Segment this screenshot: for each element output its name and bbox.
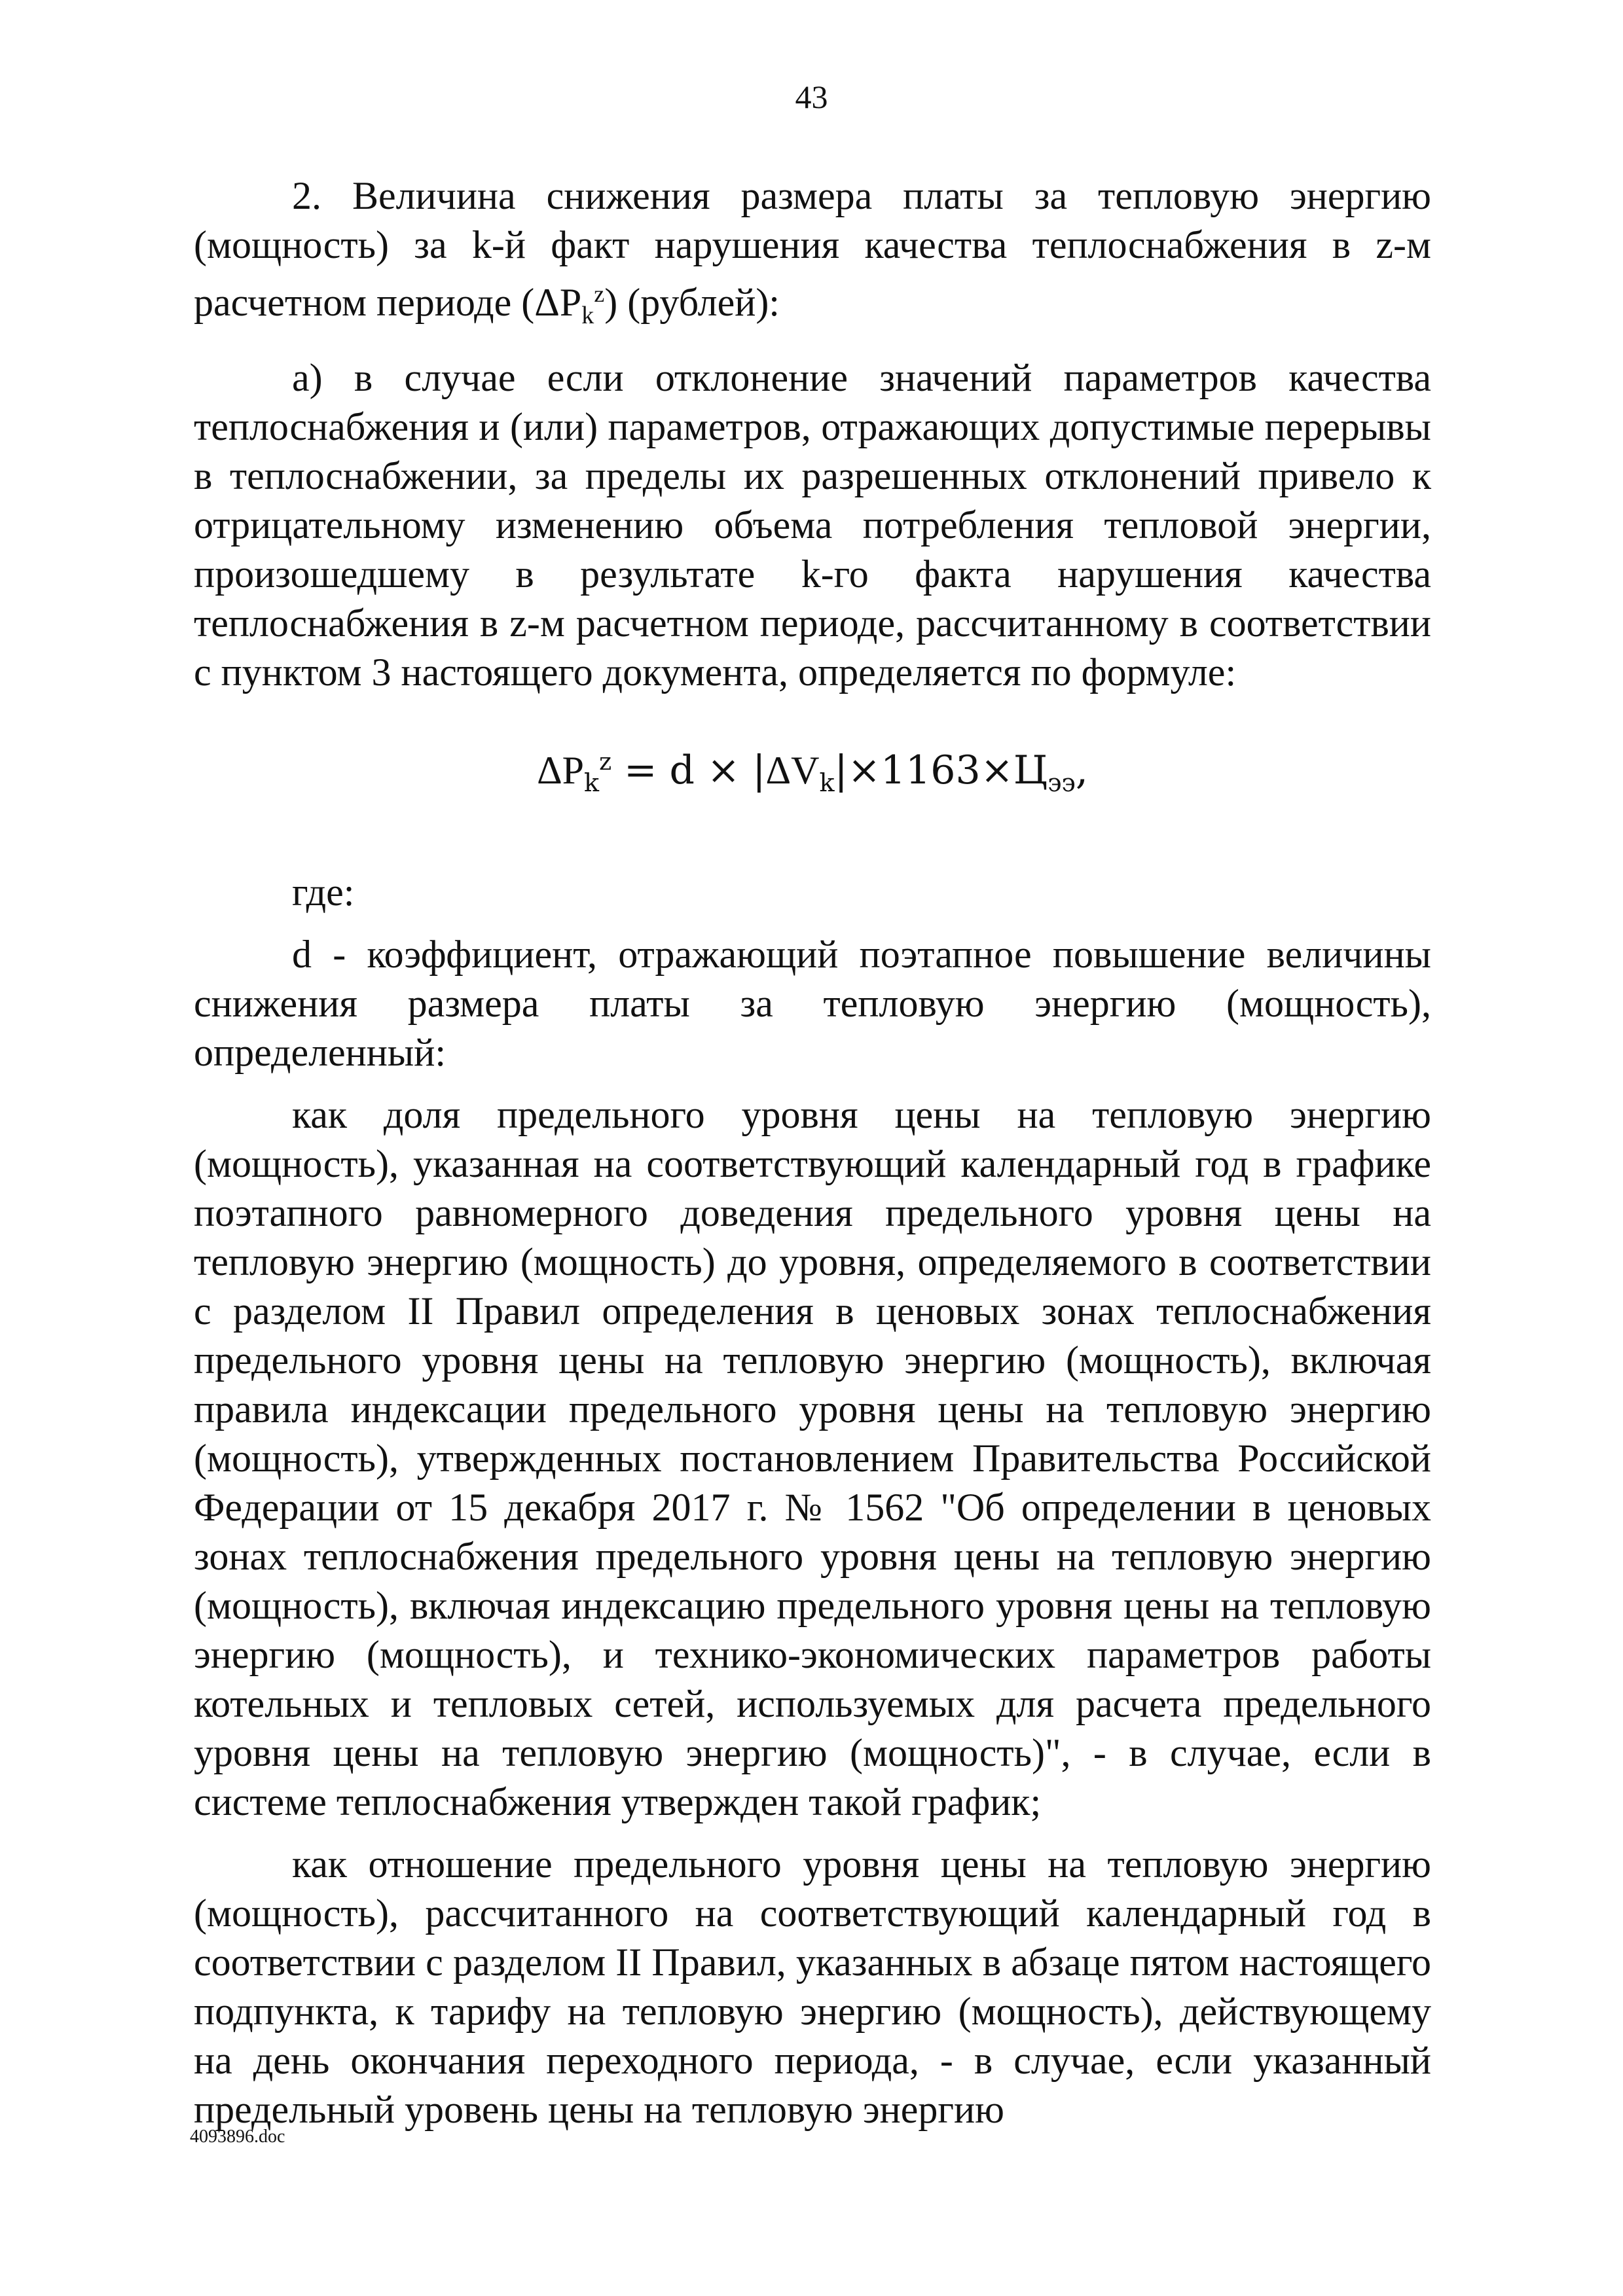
paragraph-option-1: как доля предельного уровня цены на тепловую энергию (мощность), указанная на соответствующий календарный год в графике поэтапного равномерного доведения предельного уровня цены на тепловую энергию (мощность) до уровня, определяемого в соответствии с разделом II Правил определения в ценовых зонах теплоснабжения предельного уровня цены на тепловую энергию (мощность), включая правила индексации предельного уровня цены на тепловую энергию (мощность), утвержденных постановлением Правительства Российской Федерации от 15 декабря 2017 г. № 1562 "Об определении в ценовых зонах теплоснабжения предельного уровня цены на тепловую энергию (мощность), включая индексацию предельного уровня цены на тепловую энергию (мощность), и технико-экономических параметров работы котельных и тепловых сетей, используемых для расчета предельного уровня цены на тепловую энергию (мощность)", - в случае, если в системе теплоснабжения утвержден такой график; xyxy=(194,1093,1431,1823)
formula-abs-close: | xyxy=(834,747,848,793)
document-body xyxy=(194,171,1431,2134)
formula-rest: ×1163×Ц xyxy=(847,747,1048,793)
formula: $\Delta P_k^z = d \times |\Delta V_k|\times 1163\times Ц_{ээ}$, xyxy=(537,747,1088,797)
formula-end: , xyxy=(1075,747,1088,793)
section-2-text-end: ) (рублей): xyxy=(604,281,780,324)
delta-p-symbol: $\Delta P_k^z$ xyxy=(534,281,605,329)
where-label: где: xyxy=(292,870,355,914)
formula-abs-open: | xyxy=(752,747,766,793)
paragraph-option-2: как отношение предельного уровня цены на тепловую энергию (мощность), рассчитанного на соответствующий календарный год в соответствии с разделом II Правил, указанных в абзаце пятом настоящего подпункта, к тарифу на тепловую энергию (мощность), действующему на день окончания переходного периода, - в случае, если указанный предельный уровень цены на тепловую энергию xyxy=(194,1842,1431,2131)
section-2-text: 2. Величина снижения размера платы за тепловую энергию (мощность) за k-й факт нарушения качества теплоснабжения в z-м расчетном периоде ( xyxy=(194,174,1431,324)
formula-delta-v: ΔV xyxy=(765,749,820,792)
formula-lhs: ΔP xyxy=(537,749,585,792)
page-number: 43 xyxy=(795,79,828,115)
paragraph-d-definition: d - коэффициент, отражающий поэтапное повышение величины снижения размера платы за тепловую энергию (мощность), определенный: xyxy=(194,933,1431,1074)
paragraph-subpoint-a: а) в случае если отклонение значений параметров качества теплоснабжения и (или) параметров, отражающих допустимые перерывы в теплоснабжении, за пределы их разрешенных отклонений привело к отрицательному изменению объема потребления тепловой энергии, произошедшему в результате k-го факта нарушения качества теплоснабжения в z-м расчетном периоде, рассчитанному в соответствии с пунктом 3 настоящего документа, определяется по формуле: xyxy=(194,356,1431,694)
footer-doc-id: 4093896.doc xyxy=(190,2126,285,2147)
formula-eq: = d × xyxy=(624,747,740,793)
paragraph-section-2 xyxy=(194,171,1431,340)
